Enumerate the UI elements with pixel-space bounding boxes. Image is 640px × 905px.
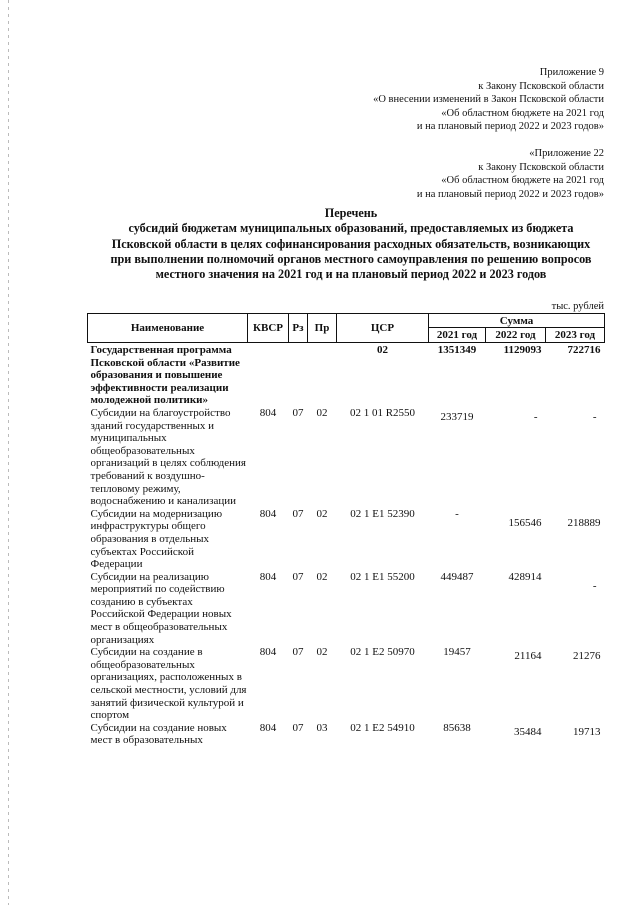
cell-name: Субсидии на модернизацию инфраструктуры общего образования в отдельных субъектах Российской Федерации [90, 507, 223, 571]
title-line: при выполнении полномочий органов местного самоуправления по решению вопросов [110, 251, 592, 266]
cell-kvsr [248, 343, 289, 407]
table-row [88, 508, 605, 571]
cell-2022: 428914 [508, 570, 542, 583]
cell-rz: 07 [292, 507, 304, 520]
table-row [88, 571, 605, 647]
cell-2023: 722716 [567, 344, 601, 356]
header-kvsr: КВСР [248, 314, 289, 343]
cell-2023: - [592, 579, 597, 592]
cell-kvsr: 804 [259, 507, 277, 520]
appendix-line: «Об областном бюджете на 2021 год [441, 175, 604, 187]
cell-kvsr: 804 [259, 570, 277, 583]
cell-rz [289, 343, 308, 407]
appendix-9-header [373, 66, 604, 134]
cell-csr: 02 1 01 R2550 [349, 406, 416, 419]
cell-pr: 02 [316, 507, 328, 520]
cell-kvsr: 804 [259, 721, 277, 734]
appendix-line: к Закону Псковской области [478, 80, 604, 92]
cell-2023: 19713 [573, 725, 601, 738]
title-heading: Перечень [324, 206, 378, 220]
cell-2022: 1129093 [503, 344, 542, 356]
cell-rz: 07 [292, 570, 304, 583]
table-row [88, 407, 605, 508]
cell-2023: 21276 [573, 650, 601, 663]
header-2022: 2022 год [486, 328, 546, 343]
cell-name: Субсидии на реализацию мероприятий по содействию созданию в субъектах Российской Федерации новых мест в общеобразовательных организациях [90, 570, 232, 646]
cell-2021: - [455, 507, 459, 520]
header-name: Наименование [88, 314, 248, 343]
cell-2022: - [533, 410, 538, 423]
units-label: тыс. рублей [551, 301, 604, 312]
cell-csr: 02 1 E1 55200 [350, 570, 415, 583]
cell-2021: 449487 [440, 570, 474, 583]
cell-pr: 02 [316, 570, 328, 583]
cell-name: Субсидии на благоустройство зданий государственных и муниципальных общеобразовательных организаций в целях соблюдения требований к воздушно-тепловому режиму, водоснабжению и канализации [90, 406, 246, 508]
header-csr: ЦСР [337, 314, 429, 343]
title-line: субсидий бюджетам муниципальных образований, предоставляемых из бюджета [128, 221, 574, 236]
table-row [88, 722, 605, 747]
cell-pr: 02 [316, 406, 328, 419]
appendix-line: Приложение 9 [539, 67, 604, 78]
header-rz: Рз [289, 314, 308, 343]
appendix-22-header [417, 147, 604, 201]
header-pr: Пр [308, 314, 337, 343]
appendix-line: и на плановый период 2022 и 2023 годов» [416, 121, 604, 133]
cell-2021: 1351349 [437, 344, 477, 356]
cell-pr: 03 [316, 721, 328, 734]
cell-2021: 233719 [440, 410, 474, 423]
appendix-line: «Об областном бюджете на 2021 год [441, 107, 604, 119]
cell-2023: 218889 [567, 516, 601, 529]
cell-csr: 02 [377, 344, 388, 356]
cell-pr: 02 [316, 646, 328, 659]
cell-csr: 02 1 E2 50970 [350, 646, 415, 659]
appendix-line: к Закону Псковской области [478, 161, 604, 173]
cell-kvsr: 804 [259, 406, 277, 419]
cell-name: Субсидии на создание в общеобразовательных организациях, расположенных в сельской местности, условий для занятий физической культурой и спортом [90, 646, 247, 722]
subsidies-table [87, 313, 604, 747]
cell-2022: 35484 [514, 725, 542, 738]
title-line: местного значения на 2021 год и на плановый период 2022 и 2023 годов [155, 267, 547, 282]
cell-name: Государственная программа Псковской области «Развитие образования и повышение эффективности реализации молодежной политики» [90, 344, 240, 407]
header-sum: Сумма [429, 314, 605, 328]
cell-rz: 07 [292, 406, 304, 419]
cell-rz: 07 [292, 721, 304, 734]
scan-edge-line [8, 0, 9, 905]
table-row [88, 646, 605, 722]
cell-kvsr: 804 [259, 646, 277, 659]
header-2021: 2021 год [429, 328, 486, 343]
table-row [88, 343, 605, 407]
cell-csr: 02 1 E2 54910 [350, 721, 415, 734]
document-title [86, 206, 616, 282]
header-2023: 2023 год [546, 328, 605, 343]
cell-pr [308, 343, 337, 407]
title-line: Псковской области в целях софинансирования расходных обязательств, возникающих [111, 236, 591, 251]
cell-rz: 07 [292, 646, 304, 659]
cell-2021: 19457 [443, 646, 471, 659]
cell-2023: - [592, 410, 597, 423]
cell-csr: 02 1 E1 52390 [350, 507, 415, 520]
cell-2022: 21164 [514, 650, 542, 663]
cell-2021: 85638 [443, 721, 471, 734]
appendix-line: «О внесении изменений в Закон Псковской области [373, 94, 604, 106]
appendix-line: и на плановый период 2022 и 2023 годов» [416, 188, 604, 200]
cell-name: Субсидии на создание новых мест в образовательных [90, 721, 227, 747]
appendix-line: «Приложение 22 [529, 148, 604, 159]
cell-2022: 156546 [508, 516, 542, 529]
